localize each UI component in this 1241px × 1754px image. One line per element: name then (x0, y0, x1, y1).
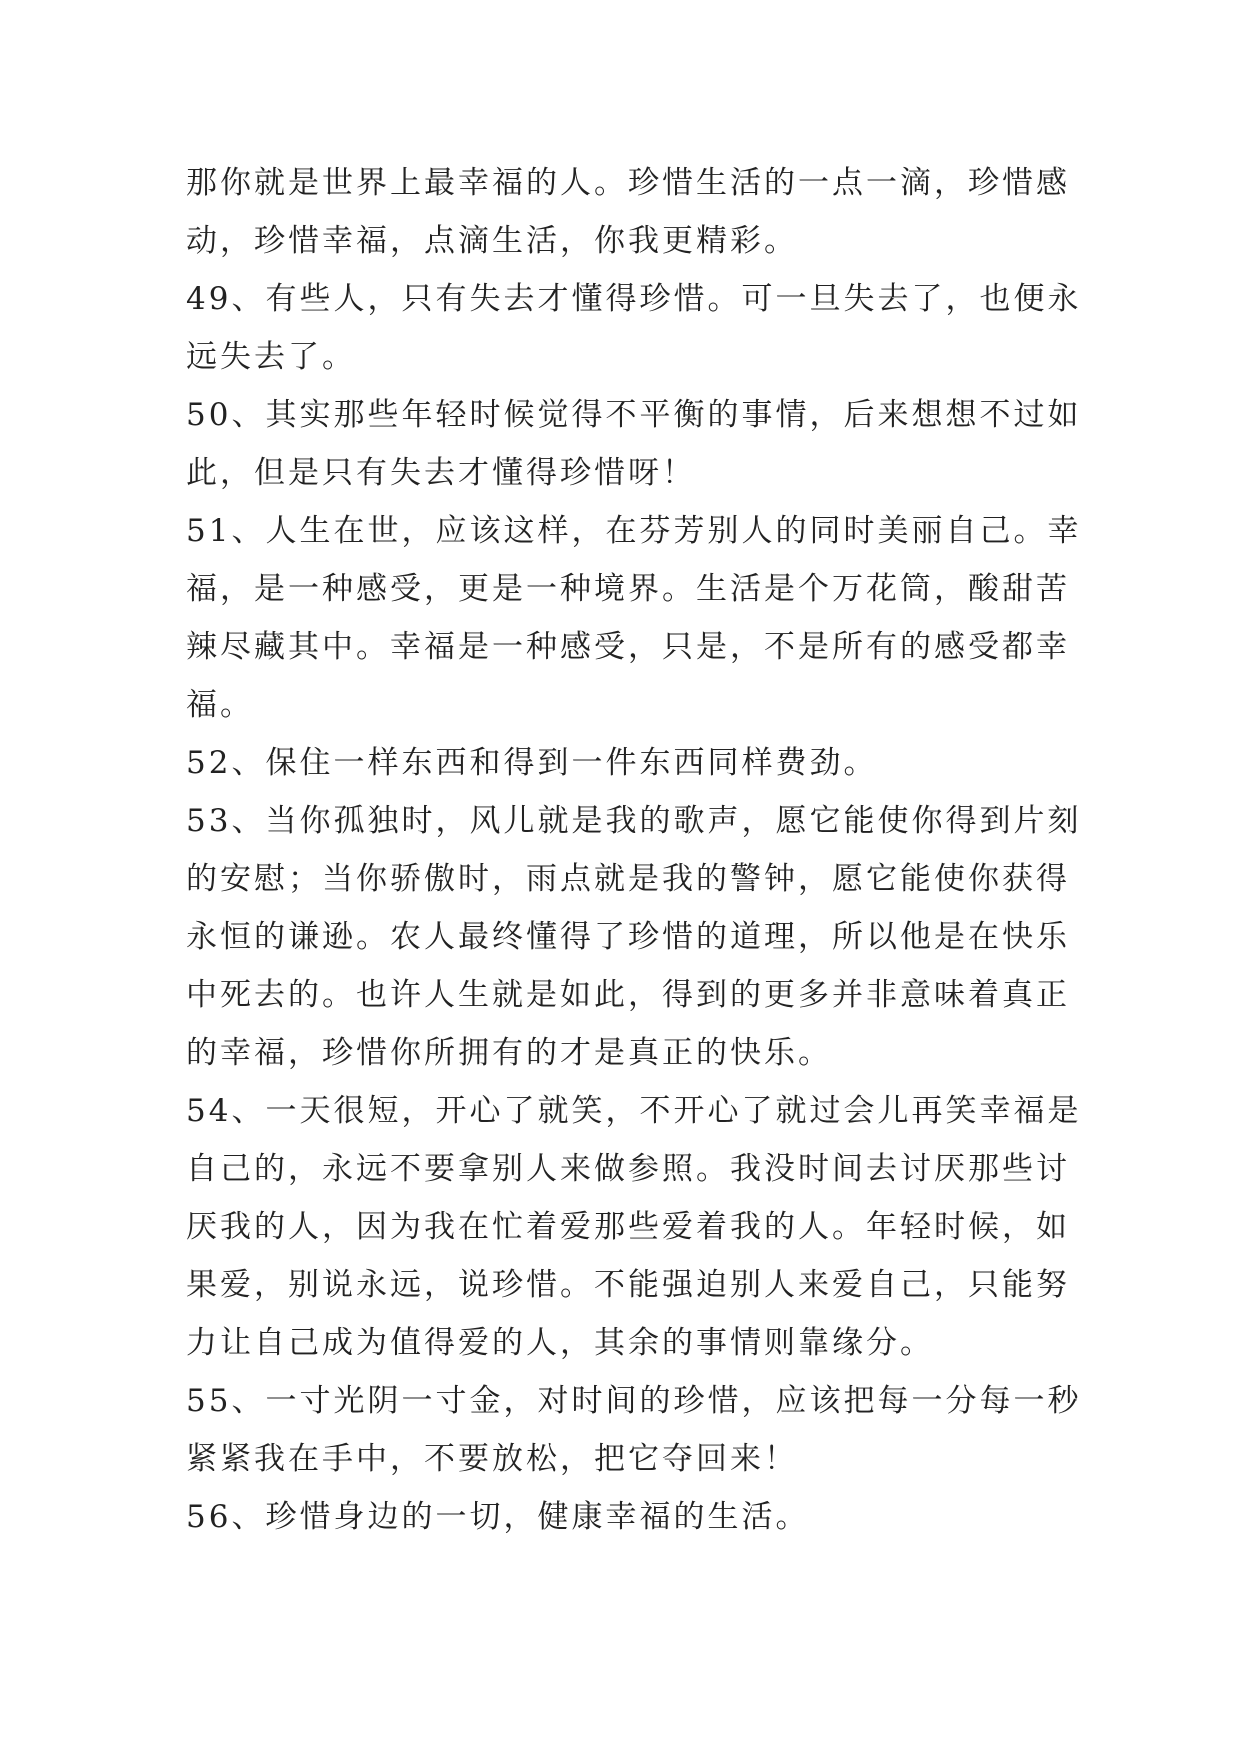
text-line: 动，珍惜幸福，点滴生活，你我更精彩。 (186, 223, 798, 259)
text-line: 自己的，永远不要拿别人来做参照。我没时间去讨厌那些讨 (186, 1151, 1070, 1187)
text-line: 福，是一种感受，更是一种境界。生活是个万花筒，酸甜苦 (186, 571, 1070, 607)
text-line: 52、保住一样东西和得到一件东西同样费劲。 (186, 745, 878, 781)
text-line: 福。 (186, 687, 254, 723)
text-line: 紧紧我在手中，不要放松，把它夺回来！ (186, 1441, 798, 1477)
text-line: 54、一天很短，开心了就笑，不开心了就过会儿再笑幸福是 (186, 1093, 1082, 1129)
text-line: 此，但是只有失去才懂得珍惜呀！ (186, 455, 696, 491)
text-line: 那你就是世界上最幸福的人。珍惜生活的一点一滴，珍惜感 (186, 165, 1070, 201)
text-line: 中死去的。也许人生就是如此，得到的更多并非意味着真正 (186, 977, 1070, 1013)
text-line: 56、珍惜身边的一切，健康幸福的生活。 (186, 1499, 810, 1535)
text-line: 力让自己成为值得爱的人，其余的事情则靠缘分。 (186, 1325, 934, 1361)
text-line: 永恒的谦逊。农人最终懂得了珍惜的道理，所以他是在快乐 (186, 919, 1070, 955)
document-body (186, 154, 1082, 1546)
text-line: 的安慰；当你骄傲时，雨点就是我的警钟，愿它能使你获得 (186, 861, 1070, 897)
text-line: 51、人生在世，应该这样，在芬芳别人的同时美丽自己。幸 (186, 513, 1082, 549)
text-line: 55、一寸光阴一寸金，对时间的珍惜，应该把每一分每一秒 (186, 1383, 1082, 1419)
text-line: 50、其实那些年轻时候觉得不平衡的事情，后来想想不过如 (186, 397, 1082, 433)
text-line: 辣尽藏其中。幸福是一种感受，只是，不是所有的感受都幸 (186, 629, 1070, 665)
text-line: 53、当你孤独时，风儿就是我的歌声，愿它能使你得到片刻 (186, 803, 1082, 839)
text-line: 厌我的人，因为我在忙着爱那些爱着我的人。年轻时候，如 (186, 1209, 1070, 1245)
text-line: 果爱，别说永远，说珍惜。不能强迫别人来爱自己，只能努 (186, 1267, 1070, 1303)
text-line: 49、有些人，只有失去才懂得珍惜。可一旦失去了，也便永 (186, 281, 1082, 317)
text-line: 远失去了。 (186, 339, 356, 375)
text-line: 的幸福，珍惜你所拥有的才是真正的快乐。 (186, 1035, 832, 1071)
